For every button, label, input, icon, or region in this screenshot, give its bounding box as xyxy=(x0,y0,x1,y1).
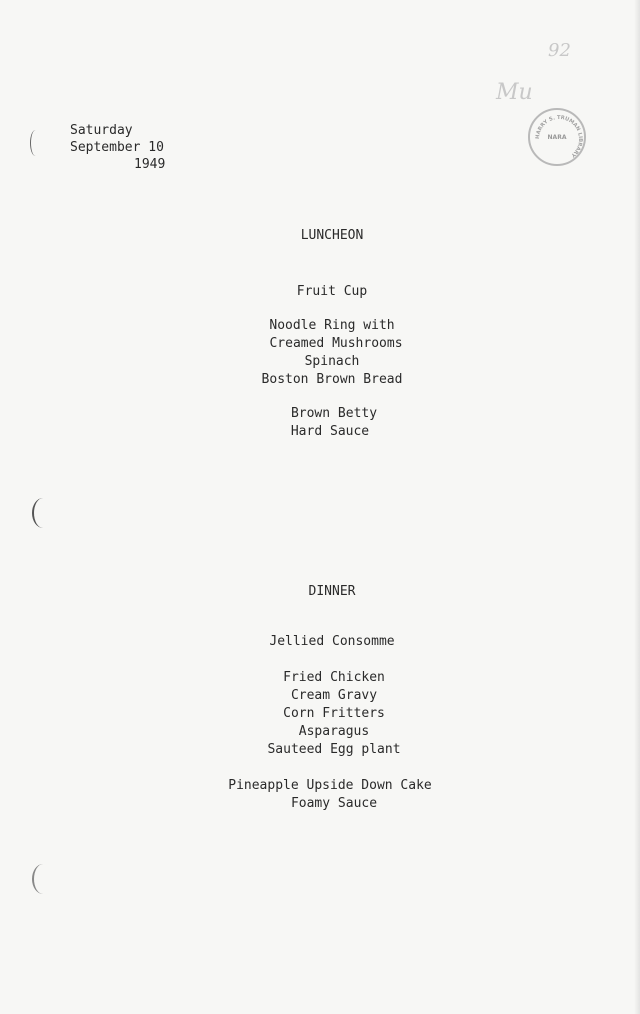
dinner-item: Fried Chicken xyxy=(283,670,385,685)
dinner-item: Pineapple Upside Down Cake xyxy=(228,778,432,793)
dinner-item: Foamy Sauce xyxy=(290,796,378,811)
dinner-heading: DINNER xyxy=(308,584,356,599)
luncheon-item: Boston Brown Bread xyxy=(261,372,403,387)
luncheon-heading: LUNCHEON xyxy=(300,228,364,243)
dinner-item: Jellied Consomme xyxy=(269,634,395,649)
luncheon-item: Spinach xyxy=(304,354,360,369)
stamp-center-text: NARA xyxy=(547,133,567,141)
stamp-arc-text: HARRY S. TRUMAN LIBRARY xyxy=(534,114,584,159)
pencil-note-initials: Mu xyxy=(496,80,533,105)
luncheon-item: Noodle Ring with xyxy=(269,318,395,333)
stamp-ring-text xyxy=(530,110,588,168)
date-year: 1949 xyxy=(134,157,166,172)
date-month-day: September 10 xyxy=(70,140,164,155)
punch-hole xyxy=(32,498,54,528)
dinner-item: Asparagus xyxy=(298,724,370,739)
library-stamp xyxy=(528,108,586,166)
date-day: Saturday xyxy=(70,123,133,138)
dinner-item: Sauteed Egg plant xyxy=(267,742,401,757)
luncheon-item: Brown Betty xyxy=(290,406,378,421)
dinner-item: Corn Fritters xyxy=(283,706,385,721)
margin-pencil-mark xyxy=(30,130,41,156)
svg-text:HARRY S. TRUMAN LIBRARY xyxy=(535,115,583,158)
page-edge-shadow xyxy=(634,0,640,1014)
dinner-item: Cream Gravy xyxy=(290,688,378,703)
luncheon-item: Fruit Cup xyxy=(296,284,368,299)
punch-hole xyxy=(32,864,54,894)
date-block xyxy=(70,122,165,173)
pencil-note-number: 92 xyxy=(548,40,571,61)
luncheon-item: Creamed Mushrooms xyxy=(269,336,403,351)
luncheon-item: Hard Sauce xyxy=(290,424,370,439)
